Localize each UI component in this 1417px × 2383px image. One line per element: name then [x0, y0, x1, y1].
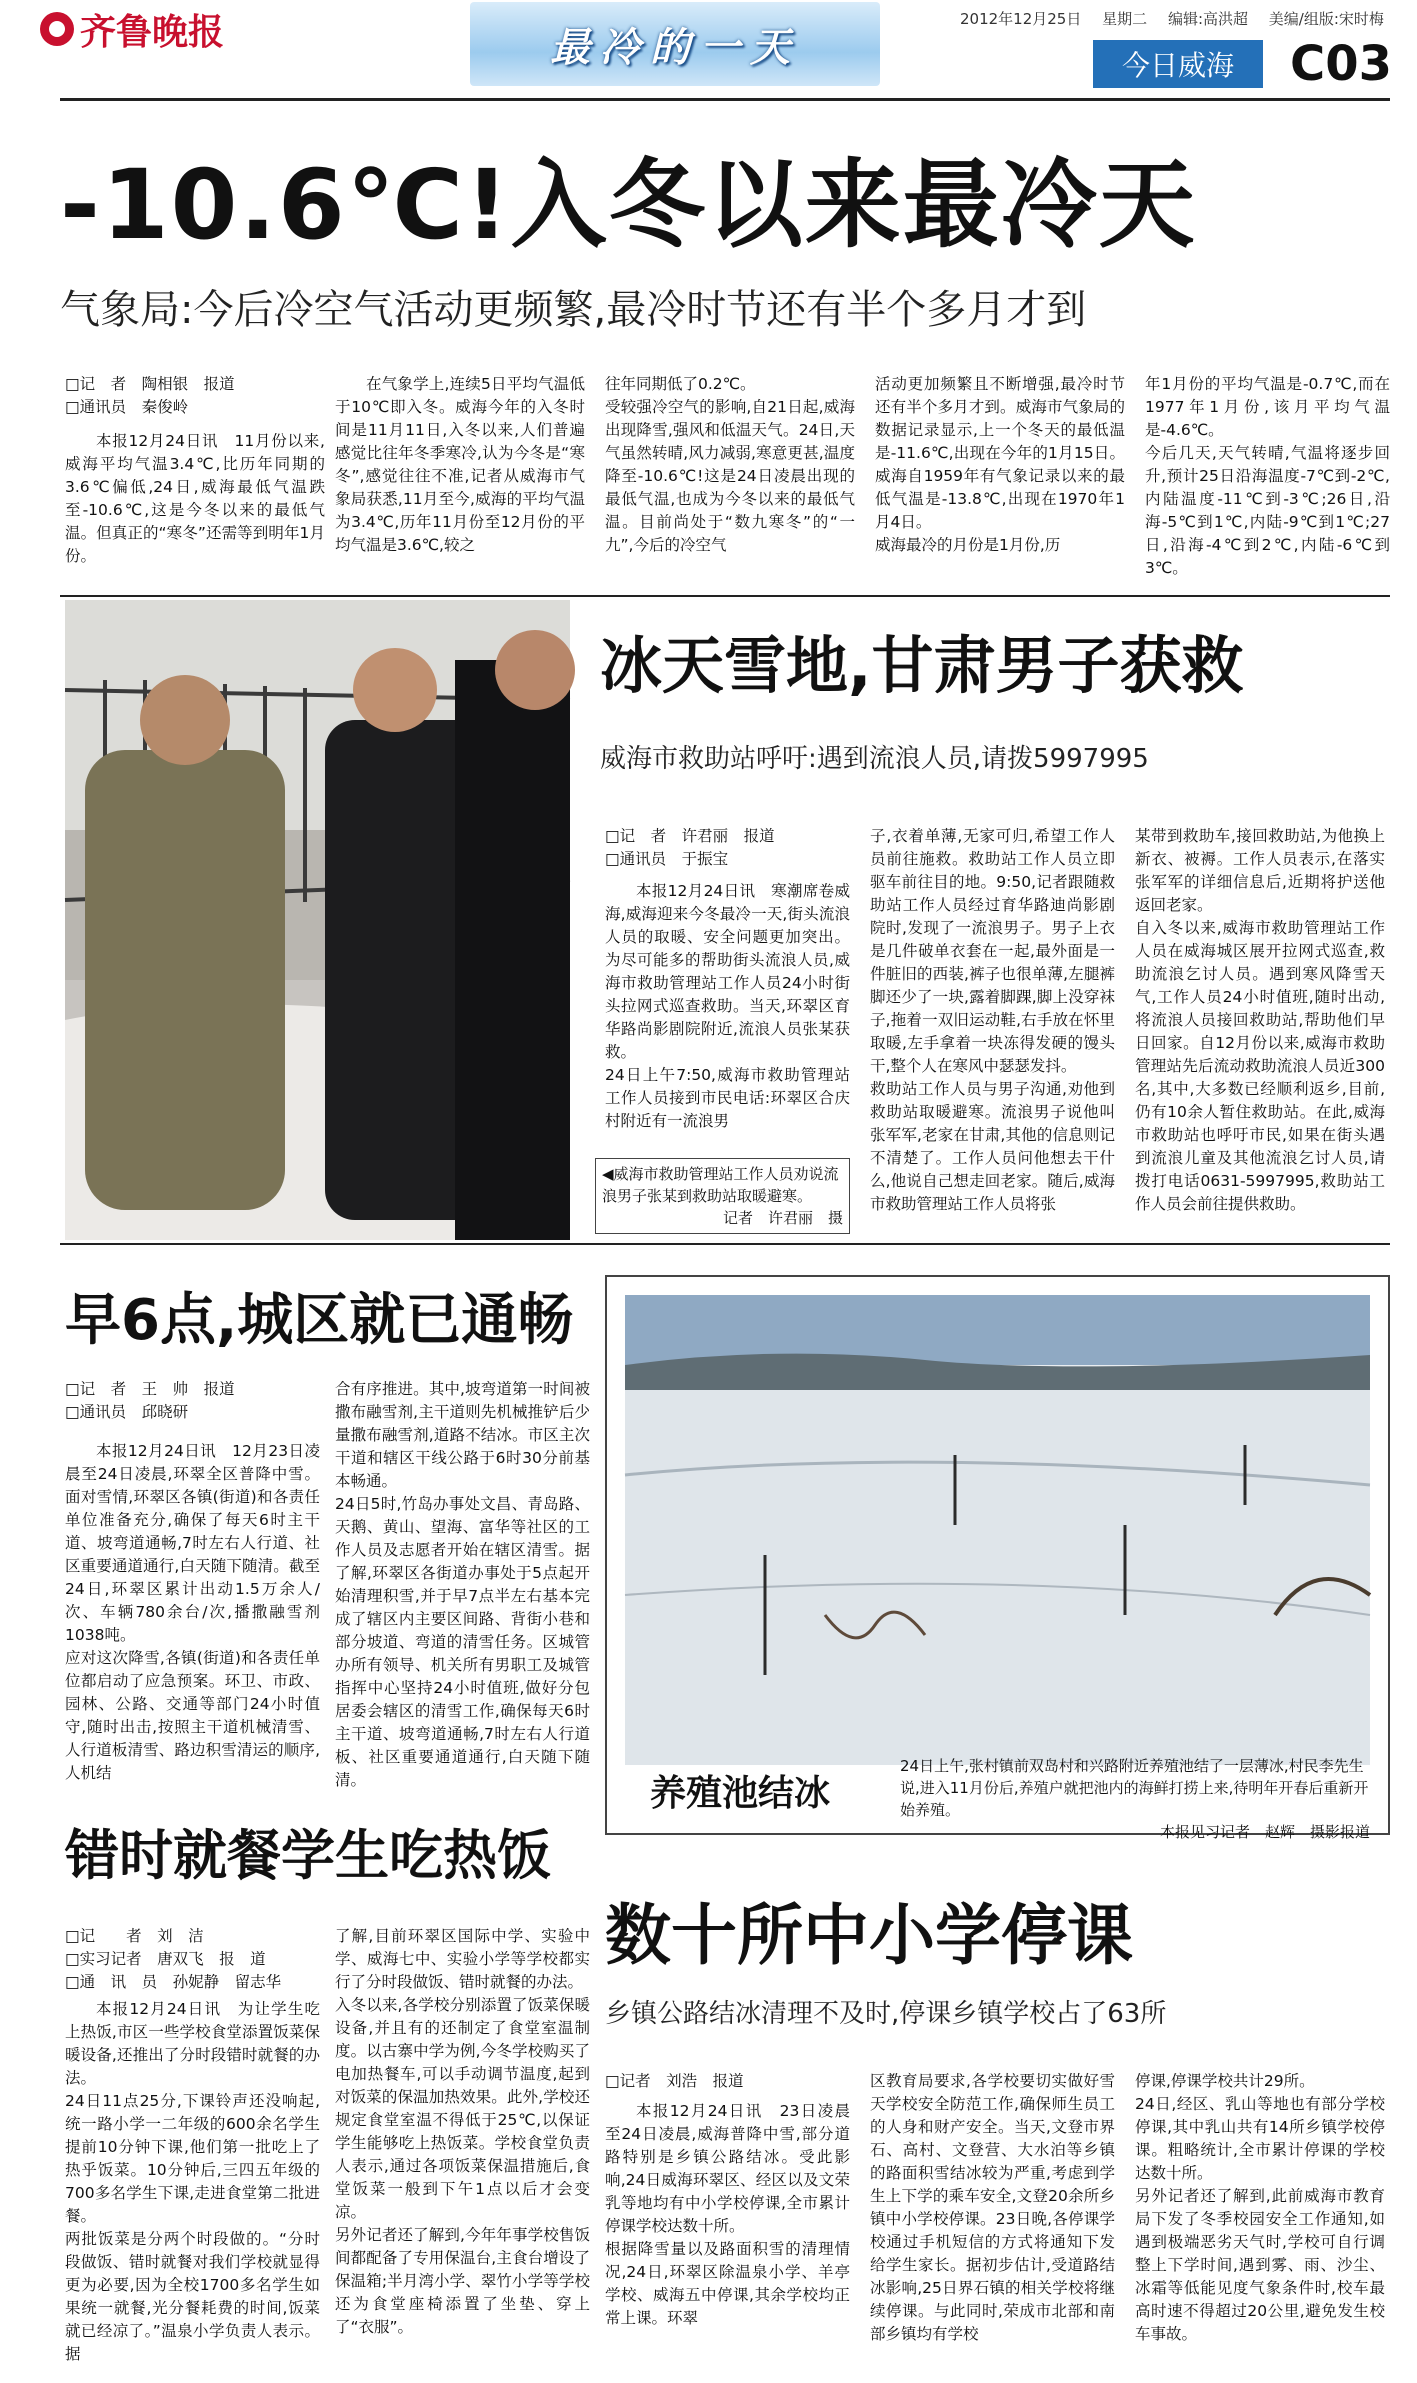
lunch-byline-correspondents: □通 讯 员 孙妮静 留志华: [65, 1973, 282, 1991]
rescue-byline-reporter: □记 者 许君丽 报道: [605, 827, 775, 845]
roads-byline-correspondent: □通讯员 邱晓研: [65, 1403, 189, 1421]
pond-photo: [625, 1295, 1370, 1765]
schools-subhead: 乡镇公路结冰清理不及时,停课乡镇学校占了63所: [605, 1999, 1167, 2029]
roads-byline-reporter: □记 者 王 帅 报道: [65, 1380, 235, 1398]
roads-column-2: 合有序推进。其中,坡弯道第一时间被撒布融雪剂,主干道则先机械推铲后少量撒布融雪剂,道路不结冰。市区主次干道和辖区干线公路于6时30分前基本畅通。 24日5时,竹岛办事处文昌、青岛路、天鹅、黄山、望海、富华等社区的工作人员及志愿者开始在辖区清雪。据了解,环翠区各街道办事处于5点起开始清理积雪,并于早7点半左右基本完成了辖区内主要区间路、背街小巷和部分坡道、弯道的清雪任务。区城管办所有领导、机关所有男职工及城管指挥中心坚持24小时值班,做好分包居委会辖区的清雪工作,确保每天6时主干道、坡弯道通畅,7时左右人行道板、社区重要通道通行,白天随下随清。: [335, 1380, 590, 1789]
lead-byline-correspondent: □通讯员 秦俊岭: [65, 398, 189, 416]
rescue-photo: [65, 600, 570, 1240]
lunch-headline: 错时就餐学生吃热饭: [65, 1824, 551, 1887]
lunch-byline-intern: □实习记者 唐双飞 报 道: [65, 1950, 266, 1968]
roads-column-1: 本报12月24日讯 12月23日凌晨至24日凌晨,环翠全区普降中雪。面对雪情,环翠区各镇(街道)和各责任单位准备充分,确保了每天6时主干道、坡弯道通畅,7时左右人行道、社区重要通道通行,白天随下随清。截至24日,环翠区累计出动1.5万余人/次、车辆780余台/次,播撒融雪剂1038吨。 应对这次降雪,各镇(街道)和各责任单位都启动了应急预案。环卫、市政、园林、公路、交通等部门24小时值守,随时出击,按照主干道机械清雪、人行道板清雪、路边积雪清运的顺序,人机结: [65, 1442, 320, 1782]
rescue-photo-caption-box: [595, 1158, 850, 1234]
pond-credit: 本报见习记者 赵辉 摄影报道: [1159, 1823, 1370, 1841]
page-meta: [960, 8, 1410, 29]
section-tag: 今日威海: [1093, 40, 1263, 88]
lunch-column-1: 本报12月24日讯 为让学生吃上热饭,市区一些学校食堂添置饭菜保暖设备,还推出了分时段错时就餐的办法。 24日11点25分,下课铃声还没响起,统一路小学一二年级的600余名学生提前10分钟下课,他们第一批吃上了热乎饭菜。10分钟后,三四五年级的700多名学生下课,走进食堂第二批进餐。 两批饭菜是分两个时段做的。“分时段做饭、错时就餐对我们学校就显得更为必要,因为全校1700多名学生如果统一就餐,光分餐耗费的时间,饭菜就已经凉了。”温泉小学负责人表示。据: [65, 2000, 320, 2363]
logo-emblem-icon: [40, 12, 74, 46]
lead-column-4: 活动更加频繁且不断增强,最冷时节还有半个多月才到。威海市气象局的数据记录显示,上一个冬天的最低温是-11.6℃,出现在今年的1月15日。威海自1959年有气象记录以来的最低气温是-13.8℃,出现在1970年1月4日。 威海最冷的月份是1月份,历: [875, 375, 1125, 554]
lead-column-5: 年1月份的平均气温是-0.7℃,而在1977年1月份,该月平均气温是-4.6℃。 今后几天,天气转晴,气温将逐步回升,预计25日沿海温度-7℃到-2℃,内陆温度-11℃到-3℃;26日,沿海-5℃到1℃,内陆-9℃到1℃;27日,沿海-4℃到2℃,内陆-6℃到3℃。: [1145, 375, 1390, 577]
lead-column-1: 本报12月24日讯 11月份以来,威海平均气温3.4℃,比历年同期的3.6℃偏低,24日,威海最低气温跌至-10.6℃,这是今冬以来的最低气温。但真正的“寒冬”还需等到明年1月份。: [65, 432, 325, 565]
editor-credit: 编辑:高洪超: [1167, 10, 1248, 28]
designer-credit: 美编/组版:宋时梅: [1268, 10, 1384, 28]
page-code: C03: [1290, 36, 1393, 92]
rescue-photo-credit: 记者 许君丽 摄: [722, 1209, 843, 1227]
rescue-column-3: 某带到救助车,接回救助站,为他换上新衣、被褥。工作人员表示,在落实张军军的详细信息后,近期将护送他返回老家。 自入冬以来,威海市救助管理站工作人员在威海城区展开拉网式巡查,救助流浪乞讨人员。遇到寒风降雪天气,工作人员24小时值班,随时出动,将流浪人员接回救助站,帮助他们早日回家。自12月份以来,威海市救助管理站先后流动救助流浪人员近300名,其中,大多数已经顺利返乡,目前,仍有10余人暂住救助站。在此,威海市救助站也呼吁市民,如果在街头遇到流浪儿童及其他流浪乞讨人员,请拨打电话0631-5997995,救助站工作人员会前往提供救助。: [1135, 827, 1385, 1213]
lead-column-3: 往年同期低了0.2℃。 受较强冷空气的影响,自21日起,威海出现降雪,强风和低温天气。24日,天气虽然转晴,风力减弱,寒意更甚,温度降至-10.6℃!这是24日凌晨出现的最低气温,也成为今冬以来的最低气温。目前尚处于“数九寒冬”的“一九”,今后的冷空气: [605, 375, 855, 554]
schools-headline: 数十所中小学停课: [605, 1897, 1133, 1974]
pond-caption: 24日上午,张村镇前双岛村和兴路附近养殖池结了一层薄冰,村民李先生说,进入11月份后,养殖户就把池内的海鲜打捞上来,待明年开春后重新开始养殖。: [900, 1757, 1369, 1819]
pond-title: 养殖池结冰: [650, 1773, 831, 1814]
rescue-photo-caption: ◀威海市救助管理站工作人员劝说流浪男子张某到救助站取暖避寒。: [602, 1165, 839, 1205]
schools-byline: □记者 刘浩 报道: [605, 2072, 744, 2090]
pond-photo-image: [625, 1295, 1370, 1765]
logo-text: 齐鲁晚报: [80, 10, 225, 53]
lead-column-2: 在气象学上,连续5日平均气温低于10℃即入冬。威海今年的入冬时间是11月11日,入冬以来,人们普遍感觉比往年冬季寒冷,认为今冬是“寒冬”,感觉往往不准,记者从威海市气象局获悉,11月至今,威海的平均气温为3.4℃,历年11月份至12月份的平均气温是3.6℃,较之: [335, 375, 585, 554]
pond-caption-block: [900, 1755, 1370, 1843]
lunch-byline-reporter: □记 者 刘 洁: [65, 1927, 204, 1945]
issue-weekday: 星期二: [1102, 10, 1148, 28]
masthead-divider: [60, 98, 1390, 101]
rescue-column-1: 本报12月24日讯 寒潮席卷威海,威海迎来今冬最冷一天,街头流浪人员的取暖、安全问题更加突出。为尽可能多的帮助街头流浪人员,威海市救助管理站工作人员24小时街头拉网式巡查救助。当天,环翠区育华路尚影剧院附近,流浪人员张某获救。 24日上午7:50,威海市救助管理站工作人员接到市民电话:环翠区合庆村附近有一流浪男: [605, 882, 850, 1130]
rescue-headline: 冰天雪地,甘肃男子获救: [600, 629, 1244, 702]
lead-byline: [65, 373, 315, 419]
roads-byline: [65, 1378, 325, 1424]
feature-banner: 最冷的一天: [470, 2, 880, 86]
lead-headline: -10.6℃!入冬以来最冷天: [60, 149, 1197, 261]
lead-subhead: 气象局:今后冷空气活动更频繁,最冷时节还有半个多月才到: [60, 287, 1087, 333]
lunch-column-2: 了解,目前环翠区国际中学、实验中学、威海七中、实验小学等学校都实行了分时段做饭、错时就餐的办法。 入冬以来,各学校分别添置了饭菜保暖设备,并且有的还制定了食堂室温制度。以古寨中学为例,今冬学校购买了电加热餐车,可以手动调节温度,起到对饭菜的保温加热效果。此外,学校还规定食堂室温不得低于25℃,以保证学生能够吃上热饭菜。学校食堂负责人表示,通过各项饭菜保温措施后,食堂饭菜一般到下午1点以后才会变凉。 另外记者还了解到,今年年事学校售饭间都配备了专用保温台,主食台增设了保温箱;半月湾小学、翠竹小学等学校还为食堂座椅添置了坐垫、穿上了“衣服”。: [335, 1927, 590, 2336]
roads-headline: 早6点,城区就已通畅: [65, 1288, 574, 1353]
rescue-photo-image: [65, 600, 570, 1240]
issue-date: 2012年12月25日: [960, 10, 1082, 28]
schools-column-3: 停课,停课学校共计29所。 24日,经区、乳山等地也有部分学校停课,其中乳山共有14所乡镇学校停课。粗略统计,全市累计停课的学校达数十所。 另外记者还了解到,此前威海市教育局下发了冬季校园安全工作通知,如遇到极端恶劣天气时,学校可自行调整上下学时间,遇到雾、雨、沙尘、冰霜等低能见度气象条件时,校车最高时速不得超过20公里,避免发生校车事故。: [1135, 2072, 1385, 2343]
lead-byline-reporter: □记 者 陶相银 报道: [65, 375, 235, 393]
rescue-subhead: 威海市救助站呼吁:遇到流浪人员,请拨5997995: [600, 744, 1149, 774]
rescue-column-2: 子,衣着单薄,无家可归,希望工作人员前往施救。救助站工作人员立即驱车前往目的地。9:50,记者跟随救助站工作人员经过育华路迪尚影剧院时,发现了一流浪男子。男子上衣是几件破单衣套在一起,最外面是一件脏旧的西装,裤子也很单薄,左腿裤脚还少了一块,露着脚踝,脚上没穿袜子,拖着一双旧运动鞋,右手放在怀里取暖,左手拿着一块冻得发硬的馒头干,整个人在寒风中瑟瑟发抖。 救助站工作人员与男子沟通,劝他到救助站取暖避寒。流浪男子说他叫张军军,老家在甘肃,其他的信息则记不清楚了。工作人员问他想去干什么,他说自己想走回老家。随后,威海市救助管理站工作人员将张: [870, 827, 1115, 1213]
rescue-byline: [605, 825, 865, 871]
schools-column-2: 区教育局要求,各学校要切实做好雪天学校安全防范工作,确保师生员工的人身和财产安全。当天,文登市界石、高村、文登营、大水泊等乡镇的路面积雪结冰较为严重,考虑到学生上下学的乘车安全,文登20余所乡镇中小学校停课。23日晚,各停课学校通过手机短信的方式将通知下发给学生家长。据初步估计,受道路结冰影响,25日界石镇的相关学校将继续停课。与此同时,荣成市北部和南部乡镇均有学校: [870, 2072, 1115, 2343]
rescue-byline-correspondent: □通讯员 于振宝: [605, 850, 729, 868]
schools-column-1: 本报12月24日讯 23日凌晨至24日凌晨,威海普降中雪,部分道路特别是乡镇公路结冰。受此影响,24日威海环翠区、经区以及文荣乳等地均有中小学校停课,全市累计停课学校达数十所。 根据降雪量以及路面积雪的清理情况,24日,环翠区除温泉小学、羊亭学校、威海五中停课,其余学校均正常上课。环翠: [605, 2102, 850, 2327]
lunch-byline: [65, 1925, 335, 1994]
newspaper-logo: [40, 5, 240, 53]
